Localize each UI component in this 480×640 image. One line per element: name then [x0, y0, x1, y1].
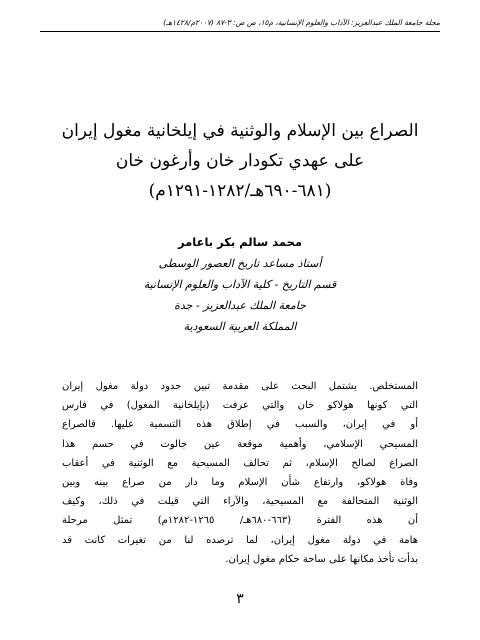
abstract-line: بدأت تأخذ مكانها على ساحة حكام مغول إيران.	[225, 553, 418, 565]
author-position: أستاذ مساعد تاريخ العصور الوسطى	[158, 257, 322, 270]
abstract-line: وفاة هولاكو، وارتفاع شأن الإسلام وما دار من صراع بينه وبين	[62, 477, 418, 489]
author-name: محمد سالم بكر باعامر	[178, 235, 302, 249]
title-line: الصراع بين الإسلام والوثنية في إيلخانية مغول إيران	[61, 121, 419, 141]
abstract-line: هامة في دولة مغول إيران، لما ترصده لنا من تغيرات كانت قد	[62, 534, 418, 546]
abstract-line: أن هذه الفترة (٦٦٣-٦٨٠هـ/ ١٢٦٥-١٢٨٢م) تمثل مرحلة	[62, 515, 418, 527]
abstract-line: المستخلص. يشتمل البحث على مقدمة تبين حدود دولة مغول إيران	[62, 381, 418, 392]
abstract-line: المسيحي الإسلامي، وأهمية موقعة عين جالوت في حسم هذا	[62, 438, 418, 450]
abstract	[62, 377, 418, 569]
abstract-line: التي كونها هولاكو خان والتي عرفت (بإيلخانية المغول) في فارس	[62, 400, 418, 412]
abstract-line: الصراع لصالح الإسلام، ثم تحالف المسيحية مع الوثنية في أعقاب	[62, 457, 418, 469]
abstract-line: الوثنية المتحالفة مع المسيحية، والآراء التي قيلت في ذلك، وكيف	[62, 496, 418, 508]
author-block	[140, 232, 340, 337]
abstract-line: أو في إيران، والسبب في إطلاق هذه التسمية عليها. فالصراع	[62, 419, 418, 431]
running-header: مجلة جامعة الملك عبدالعزيز: الآداب والعلوم الإنسانية، م١٥، ص ص: ٣-٨٧ (٢٠٠٧م/١٤٢٨هـ)	[163, 18, 440, 27]
article-title	[30, 116, 450, 206]
title-line: (٦٨١-٦٩٠هـ/١٢٨٢-١٢٩١م)	[148, 181, 332, 201]
author-department: قسم التاريخ - كلية الآداب والعلوم الإنسانية	[143, 278, 337, 291]
author-country: المملكة العربية السعودية	[183, 320, 297, 333]
header-divider	[40, 31, 440, 32]
title-line: على عهدي تكودار خان وأرغون خان	[115, 151, 365, 171]
author-university: جامعة الملك عبدالعزيز - جدة	[174, 299, 306, 312]
page-number: ٣	[236, 591, 244, 607]
